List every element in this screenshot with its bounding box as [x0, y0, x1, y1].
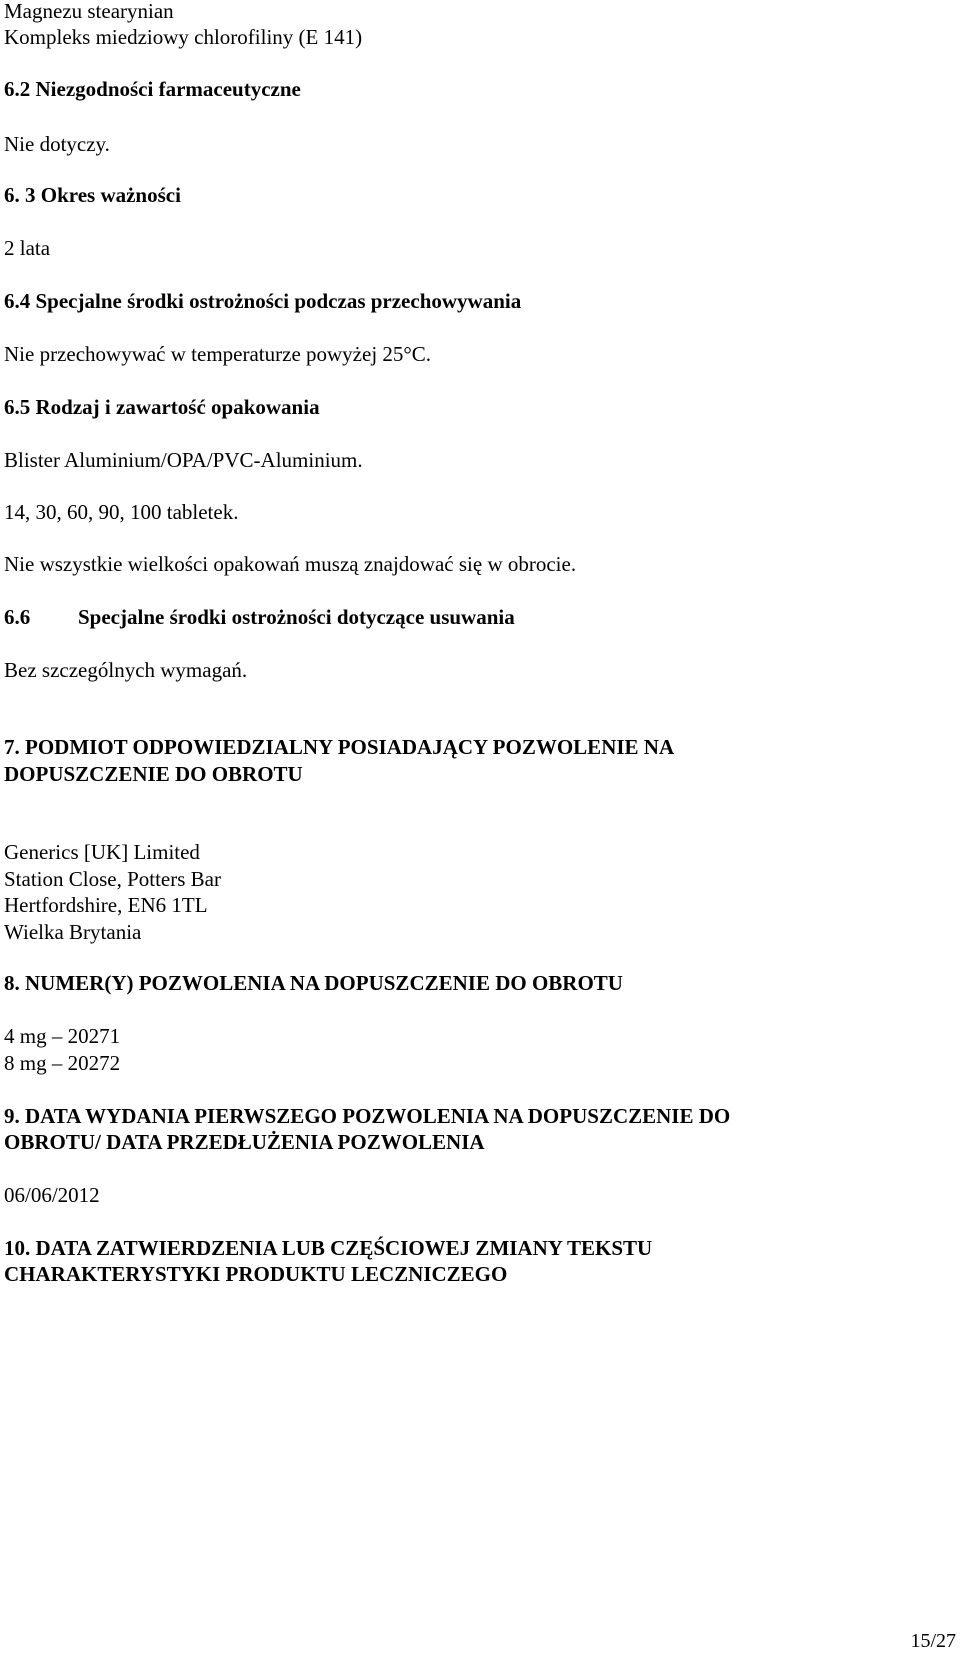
- address-line: Generics [UK] Limited: [4, 840, 200, 864]
- authorization-number: 4 mg – 20271: [4, 1024, 121, 1048]
- section-10-heading: CHARAKTERYSTYKI PRODUKTU LECZNICZEGO: [4, 1262, 508, 1286]
- page-number: 15/27: [910, 1630, 956, 1652]
- section-6-5-text: 14, 30, 60, 90, 100 tabletek.: [4, 500, 239, 524]
- section-10-heading: 10. DATA ZATWIERDZENIA LUB CZĘŚCIOWEJ ZMIANY TEKSTU: [4, 1236, 653, 1260]
- address-line: Wielka Brytania: [4, 920, 142, 944]
- excipient-line: Kompleks miedziowy chlorofiliny (E 141): [4, 25, 363, 49]
- section-6-4-text: Nie przechowywać w temperaturze powyżej 25°C.: [4, 342, 432, 366]
- section-6-5-text: Nie wszystkie wielkości opakowań muszą znajdować się w obrocie.: [4, 552, 577, 576]
- section-6-2-heading: 6.2 Niezgodności farmaceutyczne: [4, 77, 301, 101]
- section-9-heading: 9. DATA WYDANIA PIERWSZEGO POZWOLENIA NA DOPUSZCZENIE DO: [4, 1104, 731, 1128]
- authorization-number: 8 mg – 20272: [4, 1051, 121, 1075]
- section-9-heading: OBROTU/ DATA PRZEDŁUŻENIA POZWOLENIA: [4, 1130, 485, 1154]
- section-8-heading: 8. NUMER(Y) POZWOLENIA NA DOPUSZCZENIE DO OBROTU: [4, 971, 623, 995]
- section-7-heading: 7. PODMIOT ODPOWIEDZIALNY POSIADAJĄCY POZWOLENIE NA: [4, 735, 675, 759]
- section-6-2-text: Nie dotyczy.: [4, 132, 110, 156]
- section-6-5-text: Blister Aluminium/OPA/PVC-Aluminium.: [4, 448, 363, 472]
- section-6-6-heading: [4, 604, 515, 631]
- section-6-3-heading: 6. 3 Okres ważności: [4, 183, 181, 207]
- section-6-6-text: Bez szczególnych wymagań.: [4, 658, 248, 682]
- excipient-line: Magnezu stearynian: [4, 0, 174, 23]
- section-6-6-title: Specjalne środki ostrożności dotyczące usuwania: [78, 605, 515, 629]
- section-9-date: 06/06/2012: [4, 1183, 100, 1207]
- section-6-4-heading: 6.4 Specjalne środki ostrożności podczas przechowywania: [4, 289, 522, 313]
- section-6-6-number: 6.6: [4, 605, 31, 629]
- address-line: Hertfordshire, EN6 1TL: [4, 893, 208, 917]
- section-6-3-text: 2 lata: [4, 236, 51, 260]
- address-line: Station Close, Potters Bar: [4, 867, 221, 891]
- section-7-heading: DOPUSZCZENIE DO OBROTU: [4, 762, 303, 786]
- section-6-5-heading: 6.5 Rodzaj i zawartość opakowania: [4, 395, 320, 419]
